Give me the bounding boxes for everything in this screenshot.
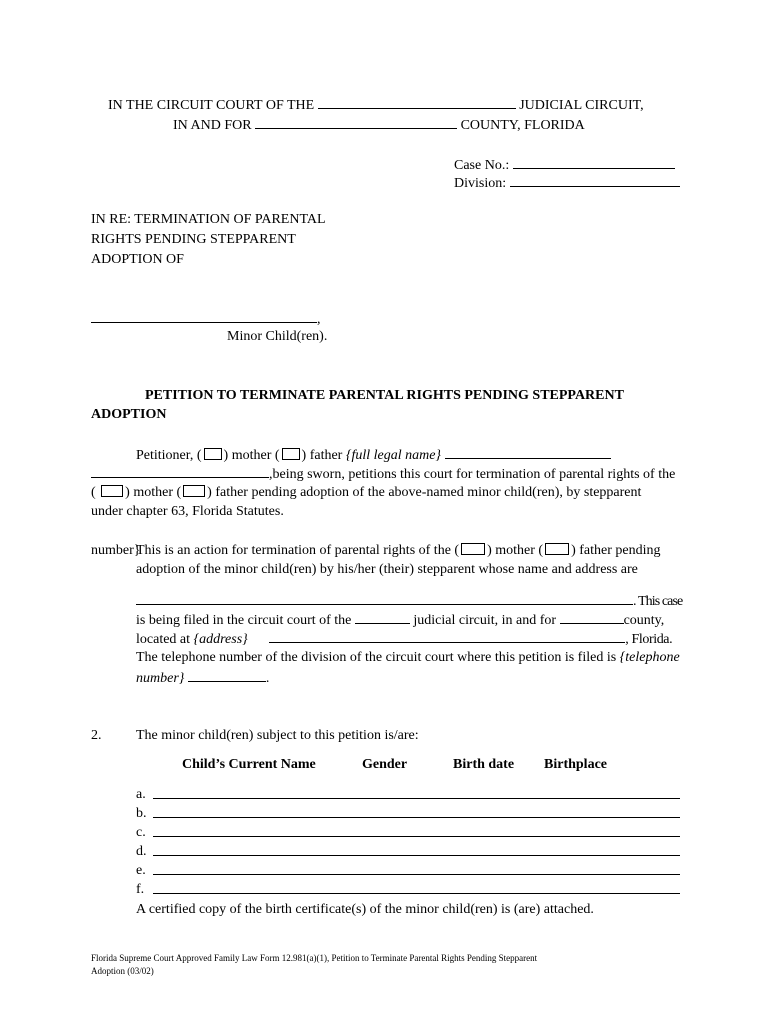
case-number-row	[454, 156, 675, 174]
county-field[interactable]	[255, 116, 457, 129]
header-child-name: Child’s Current Name	[182, 757, 316, 772]
birth-certificate-statement: A certified copy of the birth certificate(s) of the minor child(ren) is (are) attached.	[136, 902, 594, 917]
item1-line1	[136, 543, 660, 559]
header-birthplace: Birthplace	[544, 757, 607, 772]
petitioner-name-field-cont[interactable]	[91, 465, 269, 478]
stepparent-name-address-field[interactable]	[136, 592, 633, 605]
petitioner-mother-checkbox[interactable]	[204, 448, 222, 460]
father-pending-text: ) father pending adoption of the above-named minor child(ren), by stepparent	[207, 485, 642, 500]
child-row-e-field[interactable]	[153, 874, 680, 875]
comma-text: ,	[317, 312, 321, 327]
in-re-line3: ADOPTION OF	[91, 252, 184, 267]
petition-title-line1: PETITION TO TERMINATE PARENTAL RIGHTS PENDING STEPPARENT	[145, 388, 624, 403]
item1-line2: adoption of the minor child(ren) by his/her (their) stepparent whose name and address are	[136, 562, 638, 577]
full-legal-name-hint: {full legal name}	[345, 448, 442, 463]
item1-text: is being filed in the circuit court of the	[136, 613, 352, 628]
county-text: county,	[623, 613, 665, 628]
telephone-field[interactable]	[188, 669, 266, 682]
item1-county-field[interactable]	[560, 611, 624, 624]
mother-text: ) mother (	[487, 543, 544, 558]
petitioner-line	[136, 446, 611, 464]
footer-form-date: Adoption (03/02)	[91, 966, 154, 976]
item1-text: judicial circuit, in and for	[413, 613, 557, 628]
child-row-b-field[interactable]	[153, 817, 680, 818]
this-case-text: . This case	[633, 594, 683, 609]
court-caption-text: COUNTY, FLORIDA	[460, 118, 585, 133]
telephone-hint: {telephone	[619, 650, 680, 665]
located-at-text: located at	[136, 632, 191, 647]
court-caption-text: IN THE CIRCUIT COURT OF THE	[108, 98, 315, 113]
child-row-label: b.	[136, 806, 147, 821]
paren-text: (	[91, 485, 96, 500]
under-chapter-line: under chapter 63, Florida Statutes.	[91, 504, 284, 519]
item1-located-line	[136, 630, 672, 648]
being-sworn-line	[91, 465, 675, 483]
father-pending-text: ) father pending	[571, 543, 661, 558]
footer-form-citation: Florida Supreme Court Approved Family Law Form 12.981(a)(1), Petition to Terminate Parental Rights Pending Stepparent	[91, 953, 538, 963]
item1-number: number}	[91, 543, 141, 558]
child-row-label: c.	[136, 825, 146, 840]
item1-number-line	[136, 669, 269, 687]
petitioner-father-checkbox[interactable]	[282, 448, 300, 460]
telephone-text: The telephone number of the division of the circuit court where this petition is filed is	[136, 650, 617, 665]
respondent-parent-line	[91, 485, 641, 501]
court-caption-text: JUDICIAL CIRCUIT,	[519, 98, 644, 113]
child-row-a-field[interactable]	[153, 798, 680, 799]
case-number-label: Case No.:	[454, 158, 510, 173]
child-row-d-field[interactable]	[153, 855, 680, 856]
item2-intro: The minor child(ren) subject to this petition is/are:	[136, 728, 419, 743]
division-row	[454, 174, 680, 192]
division-field[interactable]	[510, 174, 680, 187]
division-label: Division:	[454, 176, 507, 191]
minor-child-name-row	[91, 310, 321, 328]
child-row-label: a.	[136, 787, 146, 802]
petition-title-line2: ADOPTION	[91, 407, 167, 422]
court-caption-text: IN AND FOR	[173, 118, 252, 133]
address-field[interactable]	[269, 630, 625, 643]
case-number-field[interactable]	[513, 156, 675, 169]
item1-text: This is an action for termination of parental rights of the (	[136, 543, 460, 558]
respondent-mother-checkbox[interactable]	[101, 485, 123, 497]
item1-circuit-field[interactable]	[355, 611, 410, 624]
item1-line4	[136, 611, 664, 629]
respondent-father-checkbox[interactable]	[183, 485, 205, 497]
father-text: ) father	[301, 448, 343, 463]
mother-text: ) mother (	[125, 485, 182, 500]
minor-child-name-field[interactable]	[91, 310, 317, 323]
court-caption-line1	[108, 96, 644, 114]
court-caption-line2	[173, 116, 585, 134]
header-birth-date: Birth date	[453, 757, 515, 772]
florida-text: , Florida.	[625, 632, 673, 647]
item1-telephone-line	[136, 650, 680, 666]
item1-father-checkbox[interactable]	[545, 543, 569, 555]
address-hint: {address}	[193, 632, 248, 647]
judicial-circuit-field[interactable]	[318, 96, 516, 109]
in-re-line2: RIGHTS PENDING STEPPARENT	[91, 232, 296, 247]
in-re-line1: IN RE: TERMINATION OF PARENTAL	[91, 212, 326, 227]
stepparent-name-address-row	[136, 592, 682, 610]
child-row-label: d.	[136, 844, 147, 859]
item1-mother-checkbox[interactable]	[461, 543, 485, 555]
telephone-hint-cont: number}	[136, 671, 185, 686]
petitioner-text: Petitioner, (	[136, 448, 202, 463]
child-row-c-field[interactable]	[153, 836, 680, 837]
mother-text: ) mother (	[223, 448, 280, 463]
child-row-f-field[interactable]	[153, 893, 680, 894]
petitioner-name-field[interactable]	[445, 446, 611, 459]
minor-children-label: Minor Child(ren).	[227, 329, 328, 344]
period-text: .	[265, 671, 270, 686]
child-row-label: f.	[136, 882, 145, 897]
child-row-label: e.	[136, 863, 146, 878]
item2-number: 2.	[91, 728, 102, 743]
header-gender: Gender	[362, 757, 408, 772]
being-sworn-text: ,being sworn, petitions this court for termination of parental rights of the	[269, 467, 676, 482]
